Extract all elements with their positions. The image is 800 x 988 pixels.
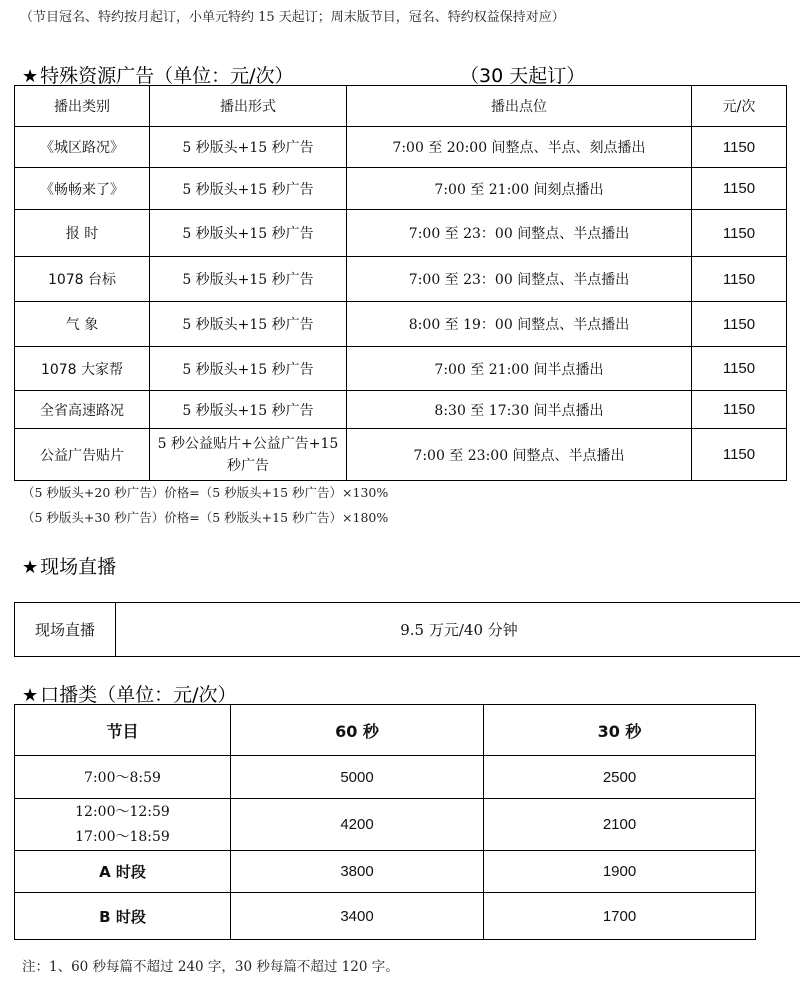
table-row — [15, 391, 787, 429]
special-section-title — [22, 61, 294, 88]
oral-section-title — [22, 680, 237, 707]
table-header-row — [15, 705, 756, 756]
price-60s: 5000 — [231, 756, 484, 799]
price-60s: 3800 — [231, 851, 484, 893]
ad-format-line: 秒广告 — [227, 457, 269, 474]
time-slot: 7:00～8:59 — [15, 756, 231, 799]
program-name: 《城区路况》 — [15, 127, 150, 168]
price: 1150 — [692, 127, 787, 168]
ad-format: 5 秒版头+15 秒广告 — [150, 302, 347, 347]
top-note: （节目冠名、特约按月起订，小单元特约 15 天起订；周末版节目，冠名、特约权益保持对应） — [20, 10, 565, 25]
ad-format-line: 5 秒公益贴片+公益广告+15 — [157, 435, 339, 452]
program-name: 报 时 — [15, 210, 150, 257]
ad-format: 5 秒版头+15 秒广告 — [150, 391, 347, 429]
table-row — [15, 851, 756, 893]
program-name: 《畅畅来了》 — [15, 168, 150, 210]
table-row — [15, 893, 756, 940]
header-program: 节目 — [15, 705, 231, 756]
table-row — [15, 603, 800, 657]
program-name: 1078 台标 — [15, 257, 150, 302]
price: 1150 — [692, 302, 787, 347]
header-category: 播出类别 — [15, 86, 150, 127]
ad-format: 5 秒版头+15 秒广告 — [150, 347, 347, 391]
price: 1150 — [692, 347, 787, 391]
header-slot: 播出点位 — [347, 86, 692, 127]
broadcast-slot: 7:00 至 23：00 间整点、半点播出 — [347, 257, 692, 302]
broadcast-slot: 7:00 至 23:00 间整点、半点播出 — [347, 429, 692, 481]
ad-format: 5 秒版头+15 秒广告 — [150, 168, 347, 210]
program-name: 公益广告贴片 — [15, 429, 150, 481]
broadcast-slot: 7:00 至 21:00 间刻点播出 — [347, 168, 692, 210]
table-row — [15, 127, 787, 168]
ad-format: 5 秒版头+15 秒广告 — [150, 127, 347, 168]
live-broadcast-table — [14, 602, 800, 657]
time-slot-line: 12:00～12:59 — [75, 803, 170, 820]
live-price: 9.5 万元/40 分钟 — [116, 603, 800, 657]
price: 1150 — [692, 391, 787, 429]
star-icon: ★ — [22, 66, 39, 87]
star-icon: ★ — [22, 685, 39, 706]
header-price: 元/次 — [692, 86, 787, 127]
price-60s: 3400 — [231, 893, 484, 940]
special-resources-table — [14, 85, 787, 481]
price-formula-20s: （5 秒版头+20 秒广告）价格=（5 秒版头+15 秒广告）×130% — [22, 485, 389, 500]
price-30s: 1900 — [484, 851, 756, 893]
price-30s: 2100 — [484, 799, 756, 851]
live-title-text: 现场直播 — [40, 556, 117, 578]
special-title-text: 特殊资源广告（单位：元/次） — [40, 65, 294, 87]
ad-format: 5 秒版头+15 秒广告 — [150, 257, 347, 302]
price-30s: 2500 — [484, 756, 756, 799]
table-row — [15, 302, 787, 347]
table-header-row — [15, 86, 787, 127]
segment-label: A 时段 — [15, 851, 231, 893]
price: 1150 — [692, 257, 787, 302]
oral-broadcast-table — [14, 704, 756, 940]
price-60s: 4200 — [231, 799, 484, 851]
special-subscription-note: （30 天起订） — [460, 65, 586, 87]
header-format: 播出形式 — [150, 86, 347, 127]
oral-title-text: 口播类（单位：元/次） — [40, 684, 237, 706]
header-30s: 30 秒 — [484, 705, 756, 756]
broadcast-slot: 8:00 至 19：00 间整点、半点播出 — [347, 302, 692, 347]
star-icon: ★ — [22, 557, 39, 578]
ad-format: 5 秒版头+15 秒广告 — [150, 210, 347, 257]
header-60s: 60 秒 — [231, 705, 484, 756]
table-row — [15, 168, 787, 210]
broadcast-slot: 7:00 至 21:00 间半点播出 — [347, 347, 692, 391]
table-row — [15, 347, 787, 391]
price-30s: 1700 — [484, 893, 756, 940]
price-formula-30s: （5 秒版头+30 秒广告）价格=（5 秒版头+15 秒广告）×180% — [22, 510, 389, 525]
table-row — [15, 210, 787, 257]
table-row — [15, 257, 787, 302]
program-name: 全省高速路况 — [15, 391, 150, 429]
time-slot-line: 17:00～18:59 — [75, 828, 170, 845]
table-row — [15, 799, 756, 851]
program-name: 气 象 — [15, 302, 150, 347]
broadcast-slot: 7:00 至 20:00 间整点、半点、刻点播出 — [347, 127, 692, 168]
table-row — [15, 756, 756, 799]
table-row — [15, 429, 787, 481]
live-label: 现场直播 — [15, 603, 116, 657]
price: 1150 — [692, 429, 787, 481]
broadcast-slot: 7:00 至 23：00 间整点、半点播出 — [347, 210, 692, 257]
segment-label: B 时段 — [15, 893, 231, 940]
time-slot — [15, 799, 231, 851]
footnote: 注：1、60 秒每篇不超过 240 字，30 秒每篇不超过 120 字。 — [22, 959, 399, 975]
live-section-title — [22, 552, 116, 579]
program-name: 1078 大家帮 — [15, 347, 150, 391]
broadcast-slot: 8:30 至 17:30 间半点播出 — [347, 391, 692, 429]
price: 1150 — [692, 210, 787, 257]
ad-format — [150, 429, 347, 481]
price: 1150 — [692, 168, 787, 210]
